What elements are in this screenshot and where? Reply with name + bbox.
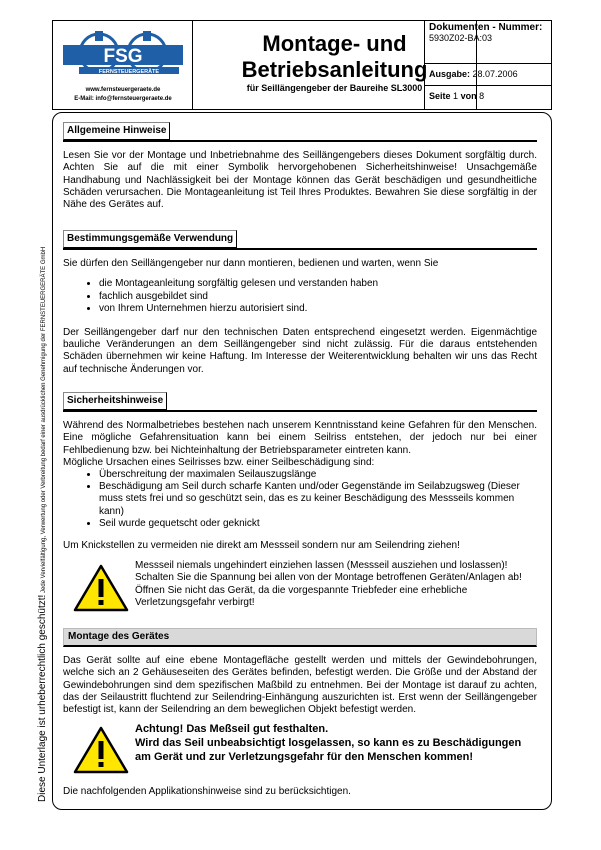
section-heading-bar — [63, 628, 537, 647]
title-line-2: Betriebsanleitung — [241, 57, 428, 82]
heading-mounting: Montage des Gerätes — [68, 631, 170, 642]
logo-cell — [53, 21, 193, 109]
list-item: • von Ihrem Unternehmen hierzu autorisiert sind. — [99, 303, 537, 315]
page-total: 8 — [479, 91, 485, 101]
doc-info-box — [424, 20, 552, 110]
issue-label: Ausgabe: — [429, 69, 471, 79]
logo-text: FSG — [103, 46, 143, 67]
mounting-warning-line-2: Wird das Seil unbeabsichtigt losgelassen, so kann es zu Beschädigungen am Gerät und zur Verletzungsgefahr für den Menschen kommen! — [135, 737, 522, 764]
section-heading-bar — [63, 230, 537, 250]
doc-number-label: Dokumenten - Nummer: — [429, 22, 543, 33]
doc-number-value: 5930Z02-BA:03 — [429, 33, 493, 43]
website-text: www.fernsteuergeraete.de — [85, 87, 161, 93]
page-of-label: von — [460, 91, 477, 101]
section-heading-bar — [63, 122, 537, 142]
title-line-1: Montage- und — [262, 31, 407, 56]
list-item: • Überschreitung der maximalen Seilauszugslänge — [99, 469, 537, 481]
page-label: Seite — [429, 91, 451, 101]
intended-use-text: Der Seillängengeber darf nur den technischen Daten entsprechend eingesetzt werden. Eigenmächtige bauliche Veränderungen an dem Seillängengeber sind nicht zulässig. Für die daraus entstehenden Schäden übernehmen wir keine Haftung. Im Interesse der Weiterentwicklung behalten wir uns das Recht auf technische Änderungen vor. — [63, 327, 537, 375]
email-text: E-Mail: info@fernsteuergeraete.de — [74, 96, 172, 102]
issue-date: 28.07.2006 — [472, 69, 518, 79]
safety-text-1: Während des Normalbetriebes bestehen nach unserem Kenntnisstand keine Gefahren für den Menschen. Eine mögliche Gefahrensituation kann bei einem Seilriss entstehen, der jedoch nur bei einer Fehlbedienung bzw. bei Nichteinhaltung der Betriebsparameter eintreten kann. — [63, 420, 537, 456]
intended-use-intro: Sie dürfen den Seillängengeber nur dann montieren, bedienen und warten, wenn Sie — [63, 258, 439, 270]
section-mounting — [63, 628, 537, 799]
section-general — [63, 122, 537, 211]
heading-intended-use: Bestimmungsgemäße Verwendung — [63, 230, 237, 248]
fsg-logo — [59, 31, 187, 83]
list-item: • Seil wurde gequetscht oder geknickt — [99, 518, 537, 530]
logo-subtitle: FERNSTEUERGERÄTE — [98, 69, 160, 75]
copyright-small: Jede Vervielfältigung, Verwertung oder Verbreitung bedarf einer ausdrücklichen Genehmigung der FERNSTEUERGERÄTE GmbH — [41, 246, 47, 593]
mounting-warning-text — [135, 722, 537, 778]
safety-warning — [63, 560, 537, 616]
section-safety — [63, 392, 537, 616]
page-current: 1 — [453, 91, 459, 101]
list-item: • die Montageanleitung sorgfältig gelesen und verstanden haben — [99, 278, 537, 290]
warning-icon — [63, 560, 135, 616]
section-intended-use — [63, 230, 537, 376]
safety-warning-text: Messseil niemals ungehindert einziehen lassen (Messseil ausziehen und loslassen)! Schalten Sie die Spannung bei allen von der Montage betroffenen Geräten/Anlagen ab! Öffnen Sie nicht das Gerät, da die vorgespannte Triebfeder eine erhebliche Verletzungsgefahr verbirgt! — [135, 560, 522, 608]
list-item: • fachlich ausgebildet sind — [99, 291, 537, 303]
mounting-text: Das Gerät sollte auf eine ebene Montagefläche gestellt werden und mittels der Gewindebohrungen, welche sich an 2 Gehäuseseiten des Gerätes befinden, befestigt werden. Die Größe und der Abstand der Gewindebohrungen sind dem spezifischen Maßbild zu entnehmen. Bei der Montage ist darauf zu achten, das der Seilaustritt fluchtend zur Seilendring-Einhängung auszurichten ist. Erst wenn der Seillängengeber befestigt ist, kann der Seilendring an dem beweglichen Objekt befestigt werden. — [63, 655, 537, 716]
list-item: • Beschädigung am Seil durch scharfe Kanten und/oder Gegenstände im Seilabzugsweg (Dieser muss stets frei und so geschützt sein, das es zu keiner Beschädigung des Messseils kommen kann) — [99, 481, 537, 518]
heading-general: Allgemeine Hinweise — [63, 122, 170, 140]
page-row — [425, 86, 552, 108]
heading-safety: Sicherheitshinweise — [63, 392, 167, 410]
warning-icon — [63, 722, 135, 778]
mounting-warning-line-1: Achtung! Das Meßseil gut festhalten. — [135, 723, 329, 736]
copyright-side-note — [37, 247, 48, 802]
issue-row — [425, 64, 552, 86]
intended-use-list — [63, 278, 537, 315]
doc-number-row — [425, 20, 552, 64]
title-subtitle: für Seillängengeber der Baureihe SL3000 — [246, 83, 423, 93]
general-text: Lesen Sie vor der Montage und Inbetriebnahme des Seillängengebers dieses Dokument sorgfältig durch. Achten Sie auf die mit einer Symbolik hervorgehobenen Sicherheitshinweise! Unsachgemäße Handhabung und Nachlässigkeit bei der Montage können das Gerät beschädigen und gesundheitliche Schäden verursachen. Die Montageanleitung ist Teil Ihres Produktes. Bewahren Sie diese sorgfältig in der Nähe des Gerätes auf. — [63, 150, 537, 211]
section-heading-bar — [63, 392, 537, 412]
safety-text-2: Mögliche Ursachen eines Seilrisses bzw. einer Seilbeschädigung sind: — [63, 456, 375, 468]
mounting-warning — [63, 722, 537, 778]
mounting-footer: Die nachfolgenden Applikationshinweise sind zu berücksichtigen. — [63, 786, 351, 798]
copyright-bold: Diese Unterlage ist urheberrechtlich geschützt! — [37, 594, 48, 802]
safety-text-3: Um Knickstellen zu vermeiden nie direkt am Messseil sondern nur am Seilendring ziehen! — [63, 540, 460, 552]
safety-list — [63, 469, 537, 530]
